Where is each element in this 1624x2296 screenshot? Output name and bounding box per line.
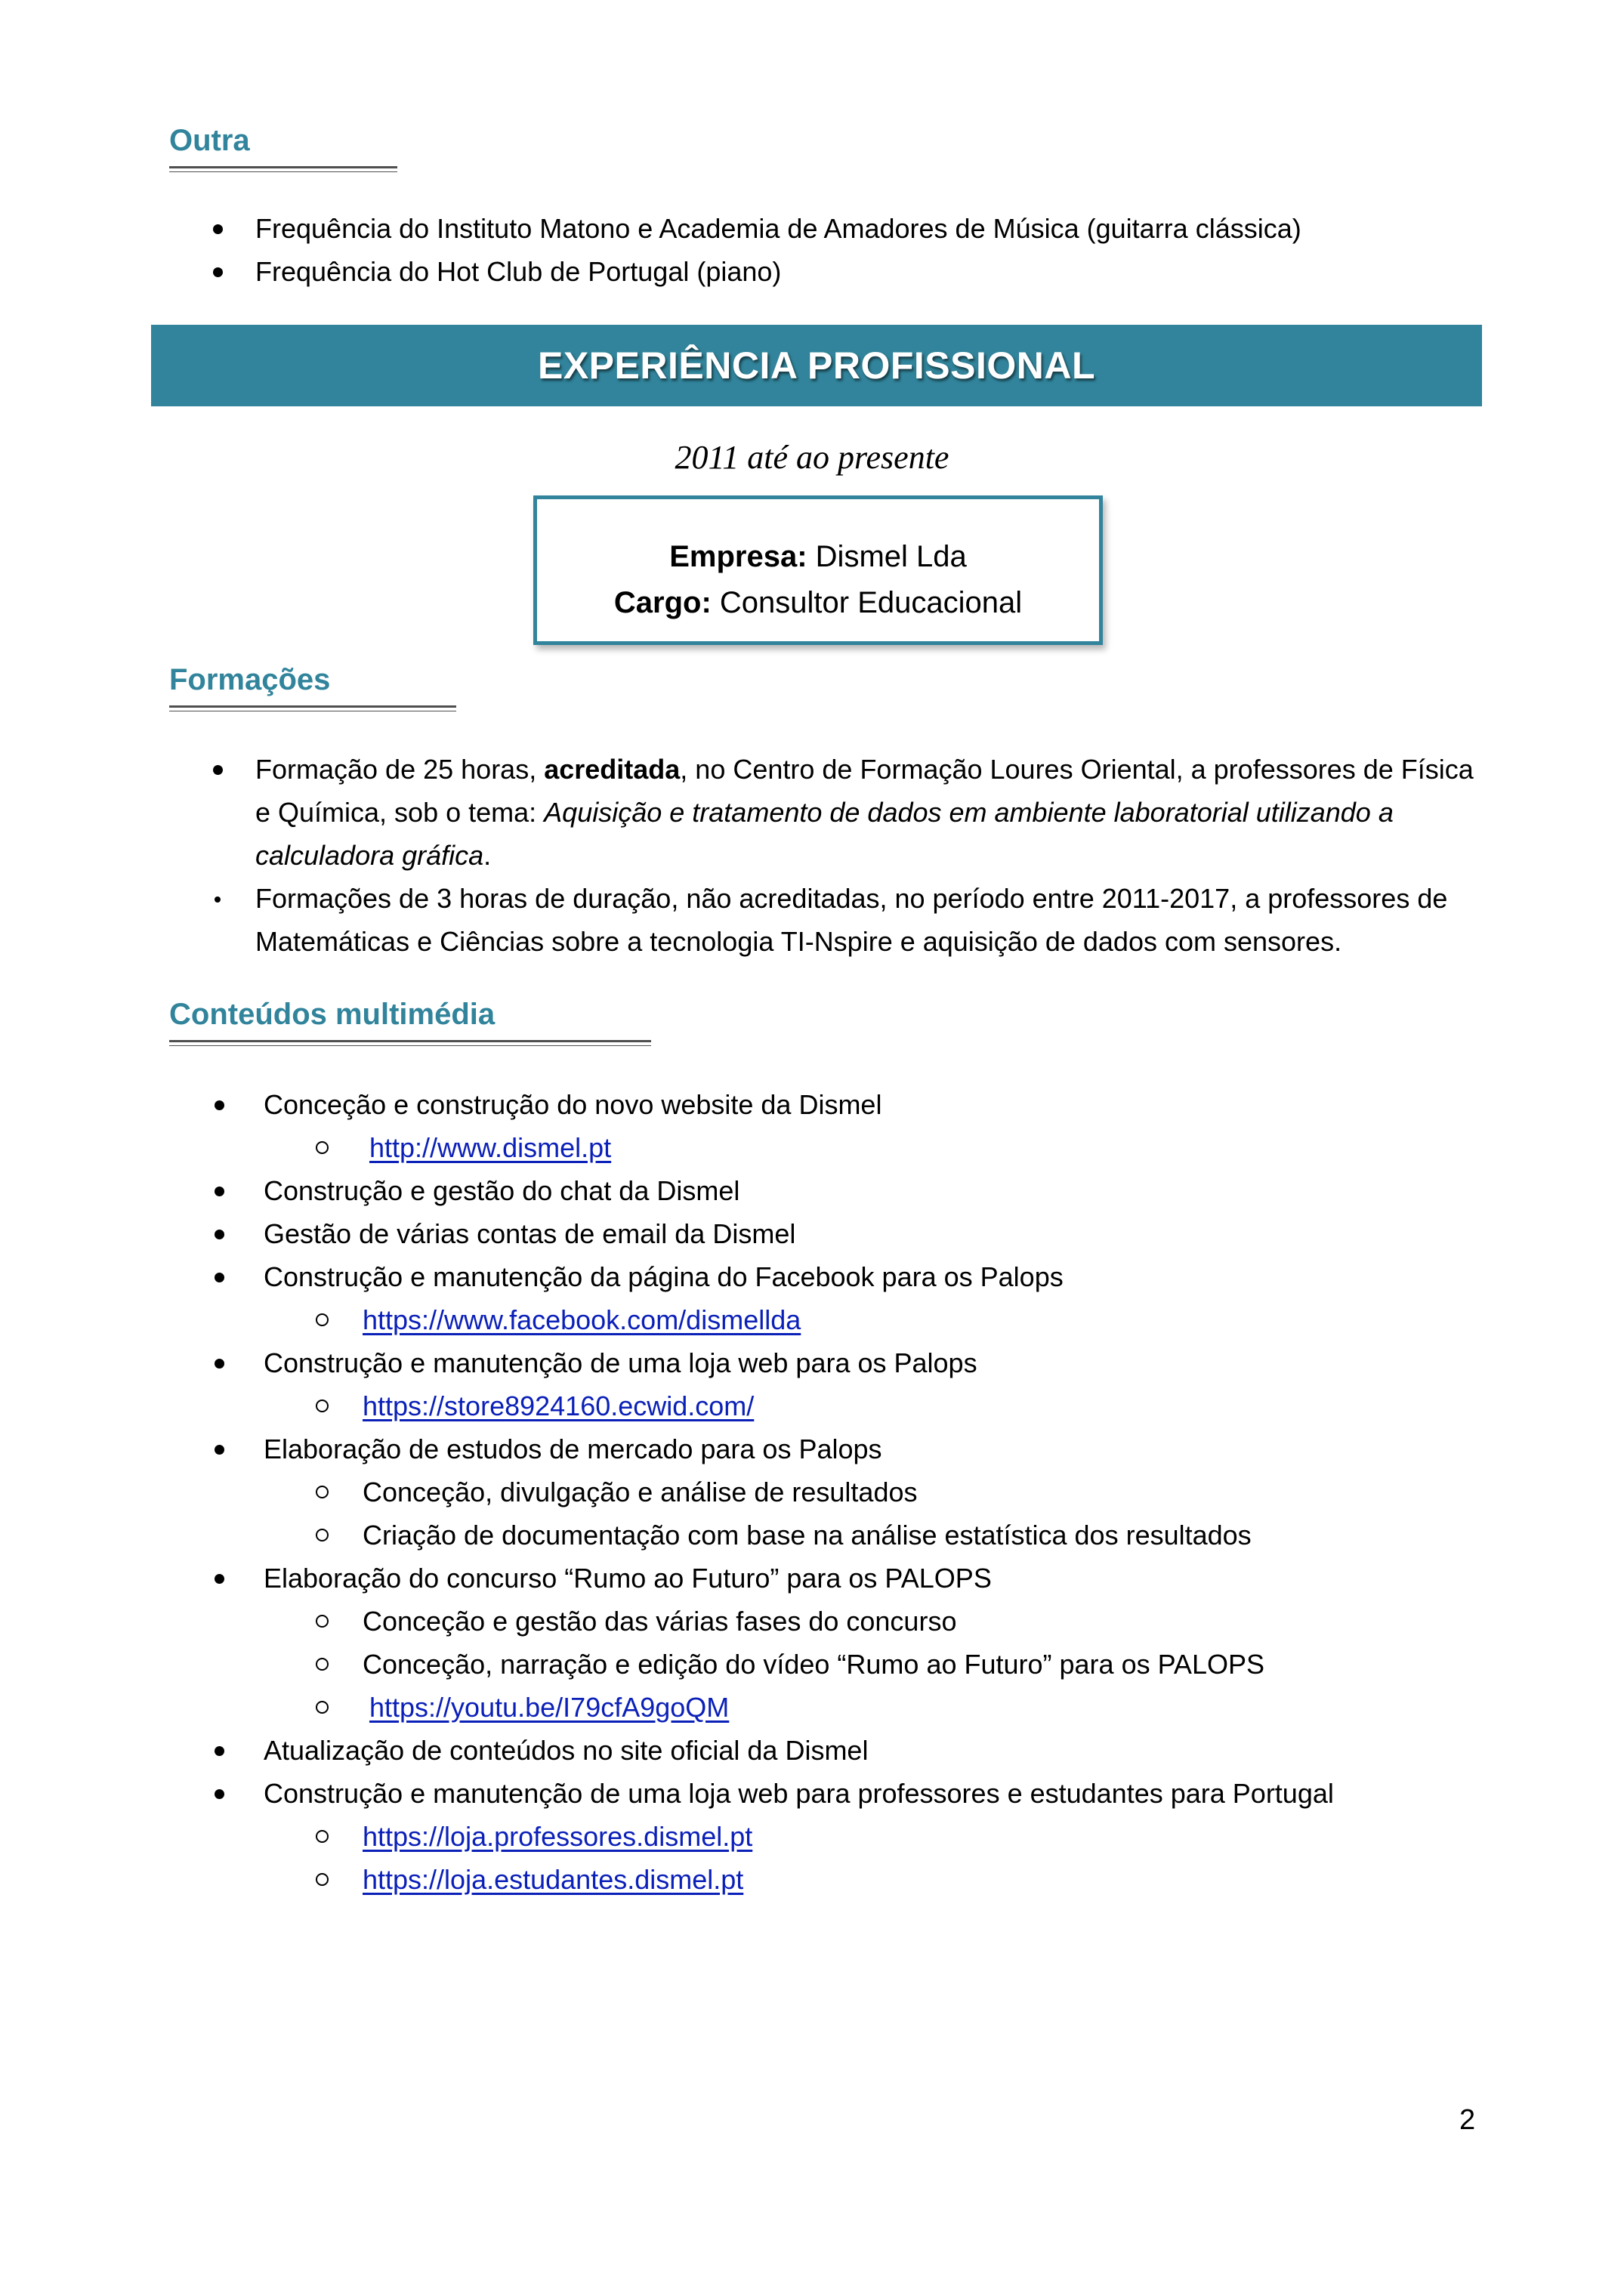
role-line: [537, 580, 1099, 626]
section-heading-formacoes: [169, 659, 456, 711]
multimedia-heading: Conteúdos multimédia: [169, 998, 496, 1031]
link-facebook[interactable]: https://www.facebook.com/dismellda: [363, 1304, 801, 1335]
link-loja-estudantes[interactable]: https://loja.estudantes.dismel.pt: [363, 1864, 744, 1895]
list-item: Construção e gestão do chat da Dismel: [0, 1169, 1586, 1212]
circle-bullet-icon: [316, 1873, 329, 1886]
link-dismel-website[interactable]: http://www.dismel.pt: [369, 1132, 612, 1163]
list-item: Conceção, divulgação e análise de resultados: [0, 1470, 1586, 1514]
multimedia-list: [0, 1083, 1586, 1901]
link-ecwid-store[interactable]: https://store8924160.ecwid.com/: [363, 1390, 755, 1421]
bullet-icon: [215, 1746, 224, 1756]
bullet-icon: [215, 1230, 224, 1239]
circle-bullet-icon: [316, 1400, 329, 1412]
section-heading-multimedia: [169, 993, 651, 1046]
circle-bullet-icon: [316, 1529, 329, 1541]
list-item: Construção e manutenção da página do Facebook para os Palops: [0, 1255, 1586, 1298]
banner-title: EXPERIÊNCIA PROFISSIONAL: [537, 344, 1096, 387]
list-item: [0, 1815, 1586, 1858]
circle-bullet-icon: [316, 1141, 329, 1154]
company-value: Dismel Lda: [815, 540, 967, 573]
outra-heading: Outra: [169, 124, 250, 157]
role-value: Consultor Educacional: [719, 586, 1023, 619]
link-loja-professores[interactable]: https://loja.professores.dismel.pt: [363, 1821, 753, 1852]
list-item: [0, 1384, 1586, 1427]
bullet-icon: [215, 896, 221, 903]
list-item: Construção e manutenção de uma loja web para professores e estudantes para Portugal: [0, 1772, 1586, 1815]
list-item: Gestão de várias contas de email da Dismel: [0, 1212, 1586, 1255]
list-item: Criação de documentação com base na análise estatística dos resultados: [0, 1514, 1586, 1557]
circle-bullet-icon: [316, 1313, 329, 1326]
bullet-icon: [213, 224, 223, 234]
list-item: Atualização de conteúdos no site oficial da Dismel: [0, 1729, 1586, 1772]
list-item: Frequência do Hot Club de Portugal (piano): [255, 250, 1301, 293]
list-item: Elaboração do concurso “Rumo ao Futuro” para os PALOPS: [0, 1557, 1586, 1600]
list-item: Formações de 3 horas de duração, não acreditadas, no período entre 2011-2017, a professores de Matemáticas e Ciências sobre a tecnologia TI-Nspire e aquisição de dados com sensores.: [255, 877, 1494, 963]
section-banner: [151, 325, 1482, 406]
heading-underline: [169, 1040, 651, 1046]
list-item: [0, 1686, 1586, 1729]
bullet-icon: [215, 1445, 224, 1455]
circle-bullet-icon: [316, 1615, 329, 1628]
heading-underline: [169, 166, 397, 172]
circle-bullet-icon: [316, 1701, 329, 1714]
list-item: [0, 1858, 1586, 1901]
list-item: Conceção e gestão das várias fases do concurso: [0, 1600, 1586, 1643]
job-period: 2011 até ao presente: [675, 439, 949, 476]
bullet-icon: [215, 1574, 224, 1584]
job-box: [533, 495, 1103, 645]
role-label: Cargo:: [613, 586, 712, 619]
heading-underline: [169, 705, 456, 711]
bullet-icon: [215, 1100, 224, 1110]
bullet-icon: [215, 1273, 224, 1282]
formacoes-list: [255, 748, 1494, 963]
list-item: Construção e manutenção de uma loja web para os Palops: [0, 1341, 1586, 1384]
bullet-icon: [215, 1359, 224, 1369]
circle-bullet-icon: [316, 1830, 329, 1843]
link-youtube[interactable]: https://youtu.be/I79cfA9goQM: [369, 1692, 730, 1723]
bullet-icon: [213, 765, 223, 775]
outra-list: [255, 207, 1301, 293]
bullet-icon: [213, 267, 223, 277]
list-item: Formação de 25 horas, acreditada, no Centro de Formação Loures Oriental, a professores de Física e Química, sob o tema: Aquisição e tratamento de dados em ambiente laboratorial utilizando a calculadora gráfica.: [255, 748, 1494, 877]
list-item: Frequência do Instituto Matono e Academia de Amadores de Música (guitarra clássica): [255, 207, 1301, 250]
list-item: [0, 1298, 1586, 1341]
list-item: Conceção e construção do novo website da Dismel: [0, 1083, 1586, 1126]
list-item: Elaboração de estudos de mercado para os Palops: [0, 1427, 1586, 1470]
bullet-icon: [215, 1187, 224, 1196]
company-line: [537, 534, 1099, 580]
formacoes-heading: Formações: [169, 663, 331, 696]
bullet-icon: [215, 1789, 224, 1799]
circle-bullet-icon: [316, 1486, 329, 1498]
list-item: Conceção, narração e edição do vídeo “Rumo ao Futuro” para os PALOPS: [0, 1643, 1586, 1686]
company-label: Empresa:: [669, 540, 807, 573]
page-number: 2: [1459, 2104, 1476, 2136]
circle-bullet-icon: [316, 1658, 329, 1671]
list-item: [0, 1126, 1586, 1169]
section-heading-outra: [169, 119, 397, 172]
